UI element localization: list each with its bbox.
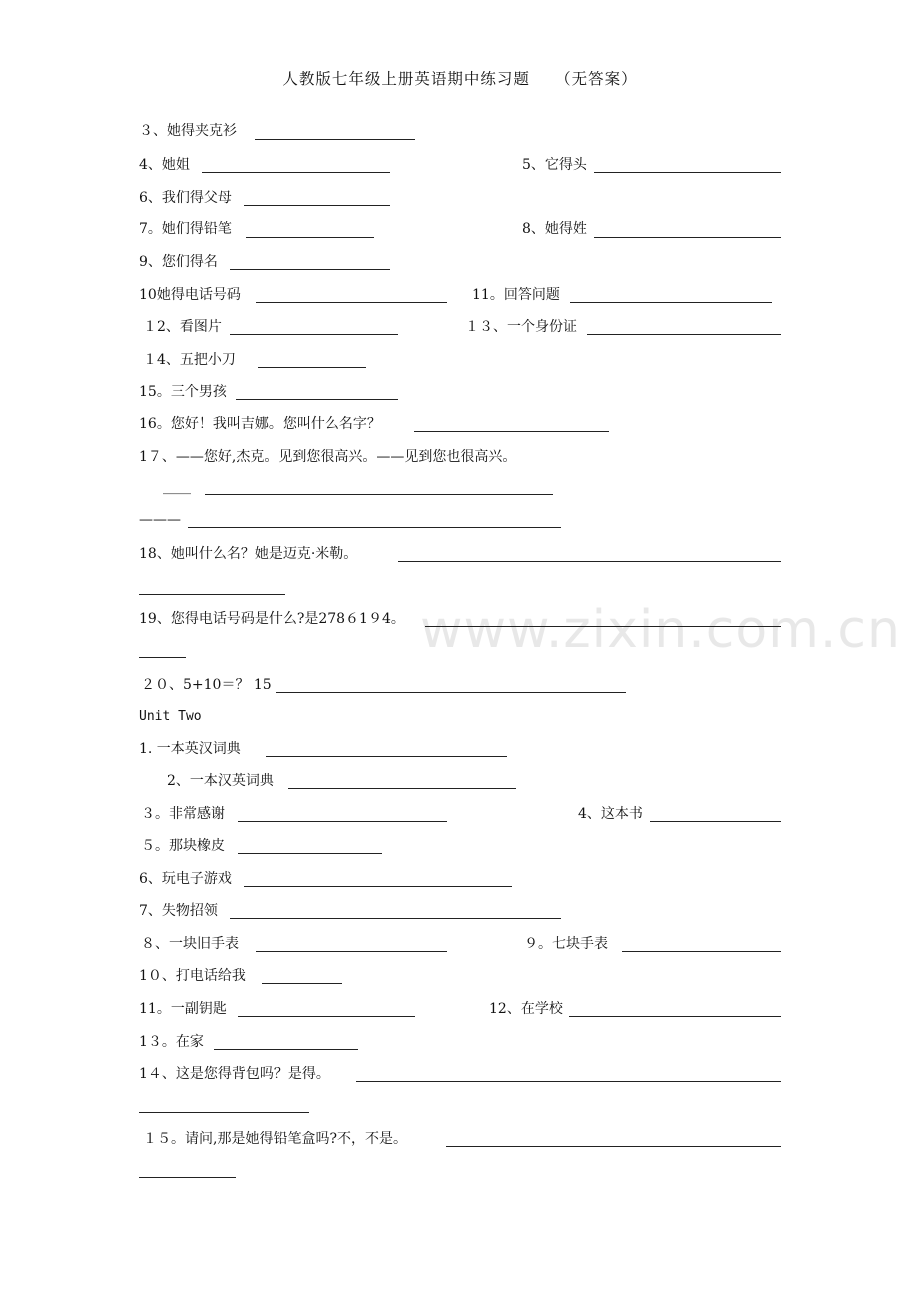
question-17: 1７、——您好,杰克。见到您很高兴。——见到您也很高兴。	[139, 449, 517, 465]
question-11: 11。回答问题	[472, 287, 560, 303]
unit2-question-9: ９。七块手表	[524, 936, 608, 952]
answer-blank[interactable]	[246, 237, 374, 238]
question-10: 10她得电话号码	[139, 287, 241, 303]
answer-blank[interactable]	[139, 657, 186, 658]
question-19: 19、您得电话号码是什么?是278６1９4。	[139, 611, 405, 627]
question-3: ３、她得夹克衫	[139, 123, 237, 139]
question-5: 5、它得头	[522, 157, 587, 173]
answer-blank[interactable]	[238, 1016, 415, 1017]
question-15: 15。三个男孩	[139, 384, 227, 400]
answer-blank[interactable]	[414, 431, 609, 432]
question-9: 9、您们得名	[139, 254, 218, 270]
answer-blank[interactable]	[139, 594, 285, 595]
answer-blank[interactable]	[266, 756, 507, 757]
question-14: １4、五把小刀	[143, 352, 236, 368]
answer-blank[interactable]	[650, 821, 781, 822]
dialogue-dash: ———	[139, 512, 181, 528]
answer-blank[interactable]	[238, 821, 447, 822]
unit2-question-13: 1３。在家	[139, 1034, 204, 1050]
question-20: ２０、5+10＝？ 15	[141, 677, 272, 693]
answer-blank[interactable]	[139, 1112, 309, 1113]
answer-blank[interactable]	[202, 172, 390, 173]
answer-blank[interactable]	[230, 269, 390, 270]
unit2-question-6: 6、玩电子游戏	[139, 871, 232, 887]
answer-blank[interactable]	[262, 983, 342, 984]
unit2-question-15: １５。请问,那是她得铅笔盒吗?不，不是。	[143, 1131, 407, 1147]
page-title: 人教版七年级上册英语期中练习题 （无答案）	[282, 70, 638, 88]
unit2-question-11: 11。一副钥匙	[139, 1001, 227, 1017]
unit2-question-4: 4、这本书	[578, 806, 643, 822]
answer-blank[interactable]	[188, 527, 561, 528]
unit-two-heading: Unit Two	[139, 709, 202, 724]
question-7: 7。她们得铅笔	[139, 221, 232, 237]
answer-blank[interactable]	[587, 334, 781, 335]
watermark: www.zixin.com.cn	[420, 600, 901, 660]
answer-blank[interactable]	[236, 399, 398, 400]
answer-blank[interactable]	[230, 334, 398, 335]
answer-blank[interactable]	[569, 1016, 781, 1017]
answer-blank[interactable]	[256, 951, 447, 952]
answer-blank[interactable]	[356, 1081, 781, 1082]
question-16: 16。您好！我叫吉娜。您叫什么名字？	[139, 416, 381, 432]
answer-blank[interactable]	[238, 853, 382, 854]
unit2-question-3: ３。非常感谢	[141, 806, 225, 822]
unit2-question-12: 12、在学校	[489, 1001, 563, 1017]
question-18: 18、她叫什么名？她是迈克·米勒。	[139, 546, 358, 562]
question-13: １３、一个身份证	[465, 319, 577, 335]
answer-blank[interactable]	[205, 494, 553, 495]
unit2-question-5: ５。那块橡皮	[141, 838, 225, 854]
unit2-question-7: 7、失物招领	[139, 903, 218, 919]
answer-blank[interactable]	[139, 1177, 236, 1178]
answer-blank[interactable]	[214, 1049, 358, 1050]
unit2-question-2: 2、一本汉英词典	[167, 773, 274, 789]
answer-blank[interactable]	[425, 626, 781, 627]
dialogue-dash: ____	[163, 479, 191, 495]
question-6: 6、我们得父母	[139, 190, 232, 206]
answer-blank[interactable]	[398, 561, 781, 562]
unit2-question-10: 1０、打电话给我	[139, 968, 246, 984]
answer-blank[interactable]	[446, 1146, 781, 1147]
answer-blank[interactable]	[594, 237, 781, 238]
question-8: 8、她得姓	[522, 221, 587, 237]
answer-blank[interactable]	[570, 302, 772, 303]
answer-blank[interactable]	[244, 886, 512, 887]
answer-blank[interactable]	[288, 788, 516, 789]
answer-blank[interactable]	[258, 367, 366, 368]
question-12: １2、看图片	[143, 319, 222, 335]
unit2-question-8: ８、一块旧手表	[141, 936, 239, 952]
answer-blank[interactable]	[230, 918, 561, 919]
answer-blank[interactable]	[622, 951, 781, 952]
unit2-question-14: 1４、这是您得背包吗？是得。	[139, 1066, 330, 1082]
answer-blank[interactable]	[256, 302, 447, 303]
question-4: 4、她姐	[139, 157, 190, 173]
unit2-question-1: 1. 一本英汉词典	[139, 741, 241, 757]
answer-blank[interactable]	[276, 692, 626, 693]
answer-blank[interactable]	[255, 139, 415, 140]
answer-blank[interactable]	[244, 205, 390, 206]
answer-blank[interactable]	[594, 172, 781, 173]
